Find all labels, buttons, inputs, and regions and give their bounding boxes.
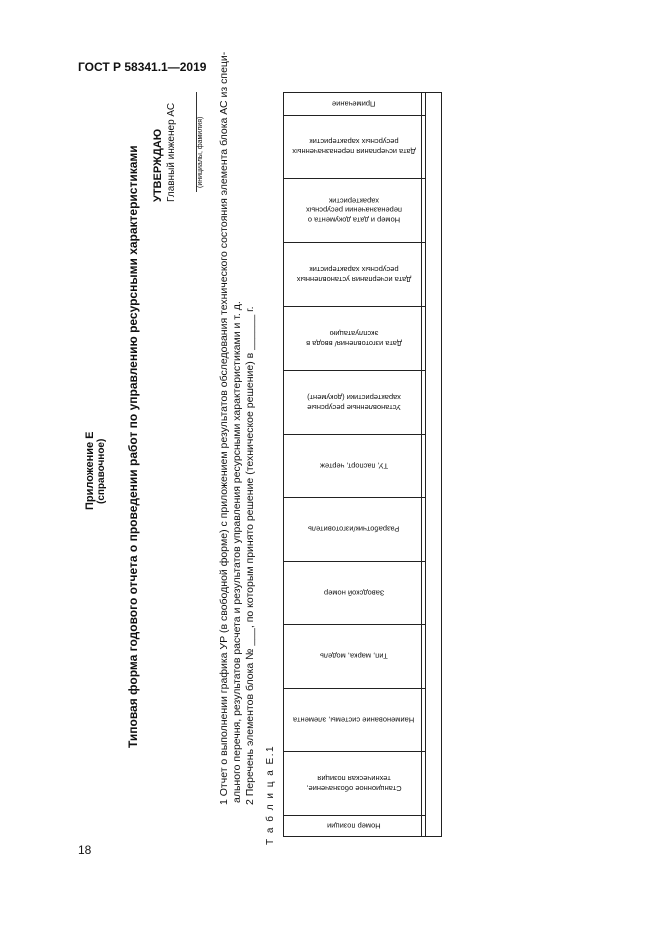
table-header-cell: Установленные ресурсные характеристики (документ) bbox=[307, 393, 401, 412]
standard-header: ГОСТ Р 58341.1—2019 bbox=[78, 60, 207, 74]
table-header-cell: Станционное обозначение, техническая позиция bbox=[306, 774, 402, 793]
table-header-cell: Номер позиции bbox=[327, 821, 381, 831]
table-header-cell: Номер и дата документа о переназначении ресурсных характеристик bbox=[305, 196, 403, 225]
document-title: Типовая форма годового отчета о проведении работ по управлению ресурсными характеристиками bbox=[126, 145, 140, 748]
table-header-cell: Дата исчерпания переназначенных ресурсных характеристик bbox=[292, 137, 416, 156]
page-number: 18 bbox=[78, 843, 92, 857]
table-divider bbox=[425, 92, 426, 837]
table-header-cell: ТУ, паспорт, чертеж bbox=[319, 461, 389, 471]
appendix-subtitle: (справочное) bbox=[96, 438, 107, 504]
table-header-cell: Дата исчерпания установленных ресурсных характеристик bbox=[296, 265, 412, 284]
approval-position: Главный инженер АС bbox=[166, 102, 177, 202]
table-header-cell: Примечание bbox=[332, 99, 376, 109]
table-header-cell: Дата изготовления/ ввода в эксплуатацию bbox=[306, 329, 402, 348]
table-header-cell: Разработчик/изготовитель bbox=[308, 524, 400, 534]
signature-caption: (инициалы, фамилия) bbox=[197, 116, 204, 188]
appendix-title: Приложение Е bbox=[84, 431, 96, 510]
table-caption: Т а б л и ц а Е.1 bbox=[265, 744, 276, 845]
paragraph-1-line-1: 1 Отчет о выполнении графика УР (в свободной форме) с приложением результатов обследования технического состояния элемента блока АС из специ- bbox=[218, 51, 230, 805]
table-header-cell: Тип, марка, модель bbox=[320, 651, 388, 661]
table-header-cell: Наименование системы, элемента bbox=[293, 715, 415, 725]
approval-heading: УТВЕРЖДАЮ bbox=[152, 128, 164, 202]
table-header-cell: Заводской номер bbox=[323, 588, 385, 598]
paragraph-2: 2 Перечень элементов блока № ___, по которым принято решение (техническое решение) в ______ г. bbox=[244, 306, 256, 805]
paragraph-1-line-2: ального перечня, результатов расчета и результатов управления ресурсными характеристиками и т. д. bbox=[231, 301, 243, 803]
